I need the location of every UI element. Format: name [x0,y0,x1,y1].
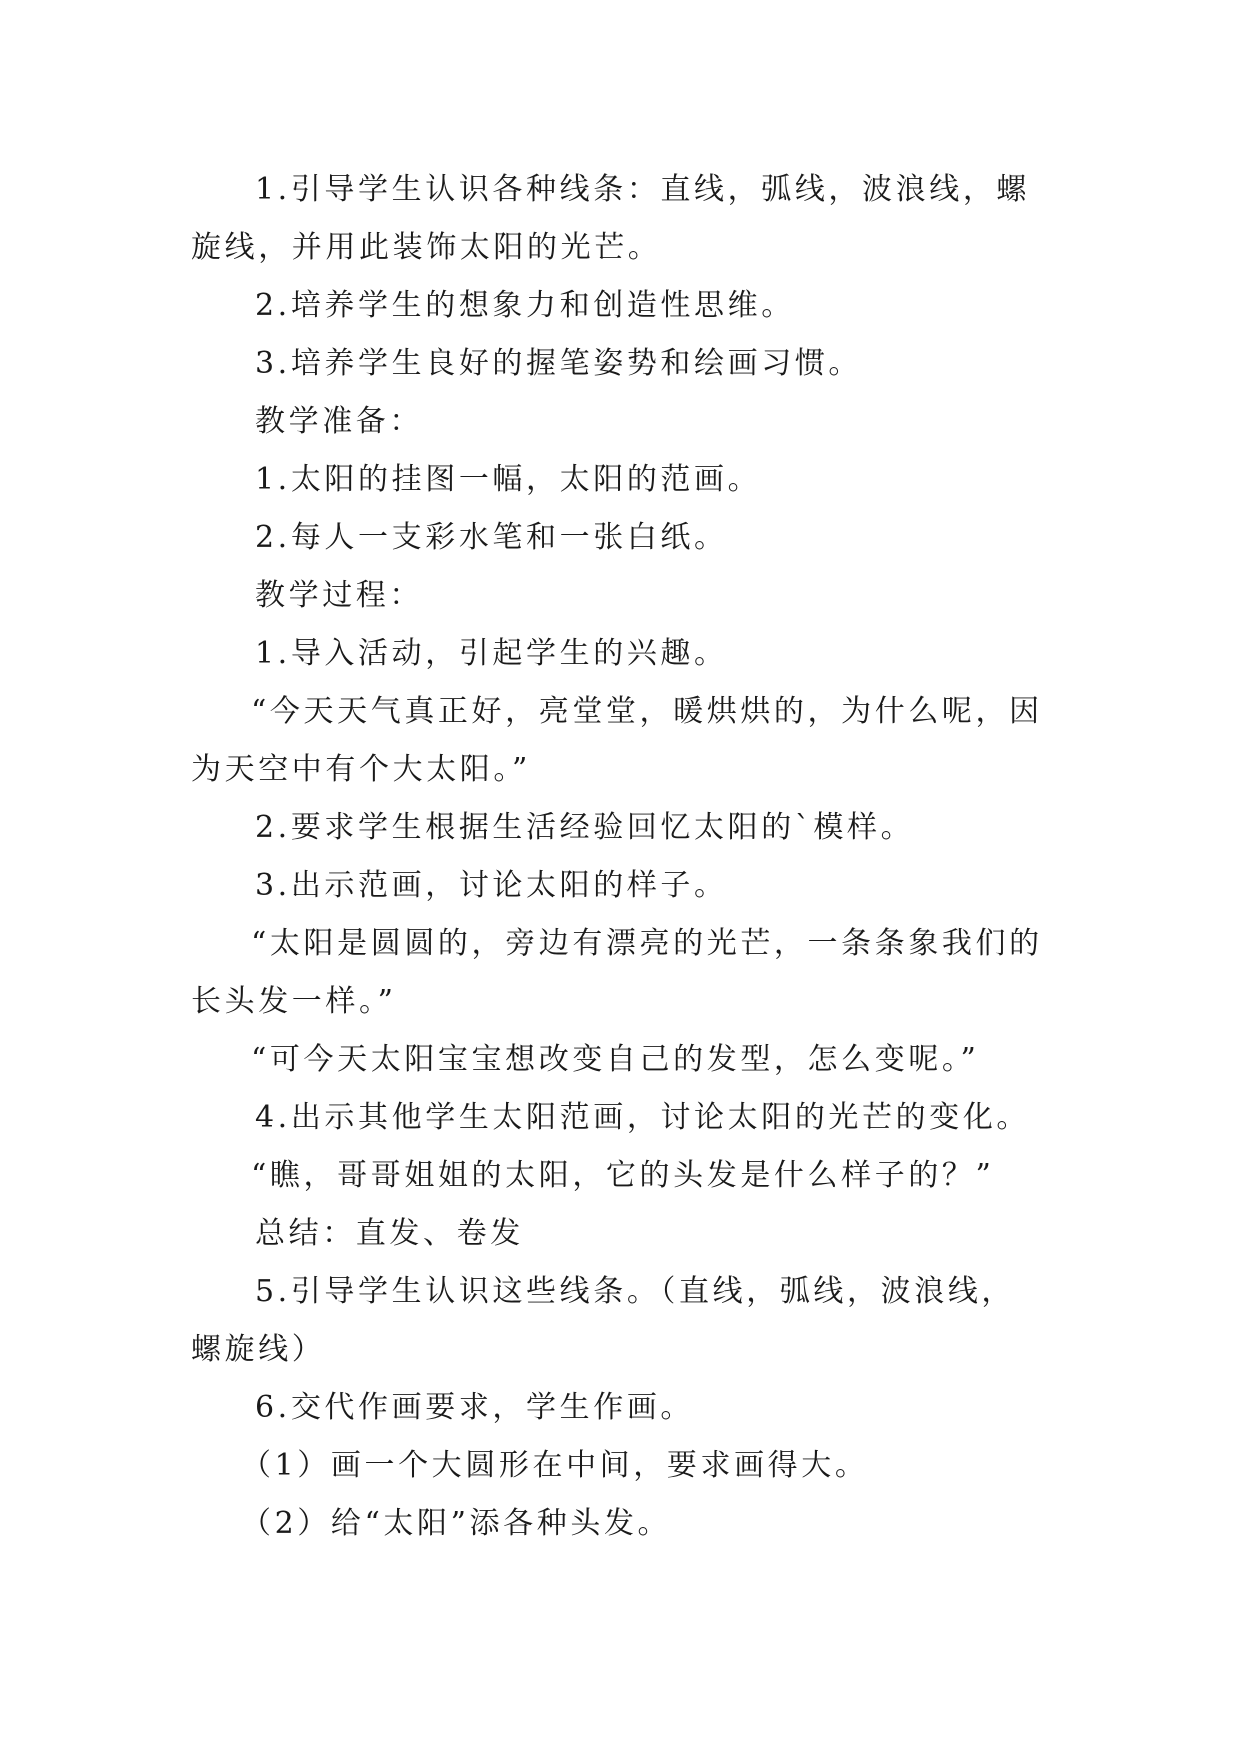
section-heading: 教学过程： [255,578,423,613]
paragraph: 3.培养学生良好的握笔姿势和绘画习惯。 [255,346,863,381]
paragraph: 1.导入活动，引起学生的兴趣。 [255,636,728,671]
summary-line: 总结：直发、卷发 [255,1216,524,1251]
paragraph: 2.要求学生根据生活经验回忆太阳的`模样。 [255,810,915,845]
sub-item: （1）画一个大圆形在中间，要求画得大。 [241,1448,869,1483]
quote-paragraph: “今天天气真正好，亮堂堂，暖烘烘的，为什么呢，因为天空中有个大太阳。” [191,694,1043,787]
section-heading: 教学准备： [255,404,423,439]
sub-item: （2）给“太阳”添各种头发。 [241,1506,672,1541]
paragraph: 2.培养学生的想象力和创造性思维。 [255,288,795,323]
paragraph: 1.引导学生认识各种线条：直线，弧线，波浪线，螺旋线，并用此装饰太阳的光芒。 [191,172,1031,265]
paragraph: 2.每人一支彩水笔和一张白纸。 [255,520,728,555]
document-body [191,161,1047,1553]
quote-paragraph: “瞧，哥哥姐姐的太阳，它的头发是什么样子的？” [251,1158,995,1193]
paragraph: 4.出示其他学生太阳范画，讨论太阳的光芒的变化。 [255,1100,1031,1135]
paragraph: 6.交代作画要求，学生作画。 [255,1390,695,1425]
paragraph: 1.太阳的挂图一幅，太阳的范画。 [255,462,762,497]
quote-paragraph: “可今天太阳宝宝想改变自己的发型，怎么变呢。” [251,1042,980,1077]
paragraph: 5.引导学生认识这些线条。（直线，弧线，波浪线，螺旋线） [191,1274,1016,1367]
quote-paragraph: “太阳是圆圆的，旁边有漂亮的光芒，一条条象我们的长头发一样。” [191,926,1043,1019]
paragraph: 3.出示范画，讨论太阳的样子。 [255,868,728,903]
